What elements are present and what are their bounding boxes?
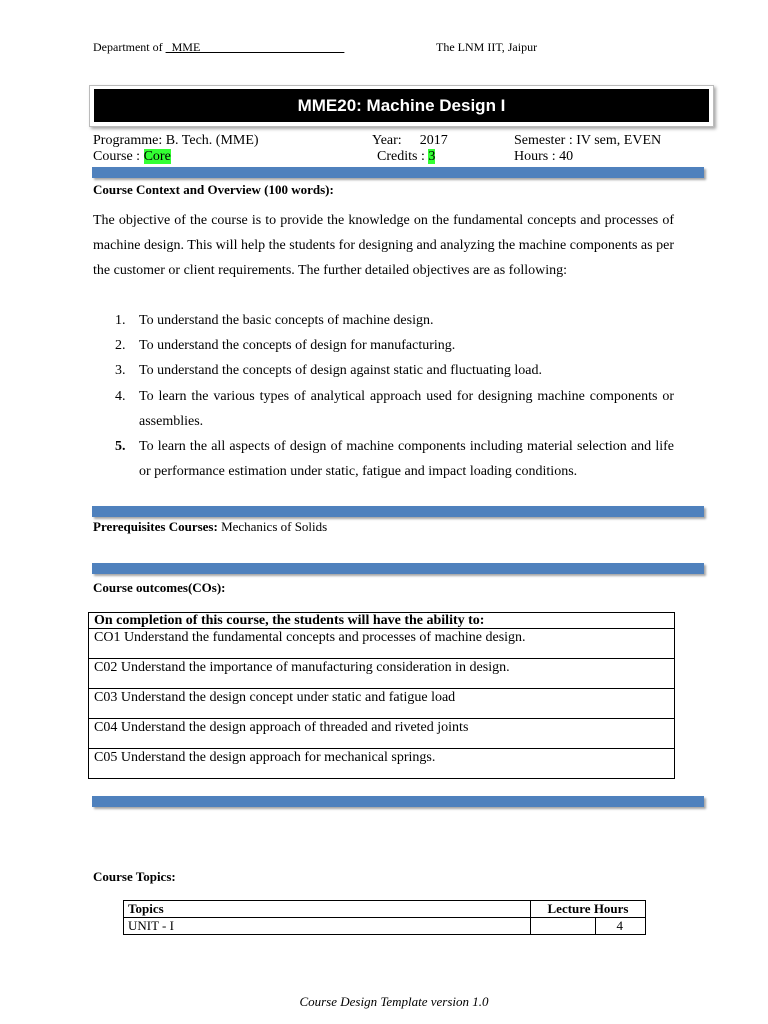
list-text: To understand the basic concepts of machine design. (139, 313, 434, 328)
topics-heading: Course Topics: (93, 869, 176, 884)
year-label: Year: (372, 133, 402, 148)
table-cell: C04 Understand the design approach of threaded and riveted joints (89, 719, 675, 749)
table-cell: C03 Understand the design concept under static and fatigue load (89, 689, 675, 719)
topics-table (123, 900, 646, 935)
section-divider (92, 506, 704, 517)
table-row (89, 689, 675, 719)
list-number: 5. (115, 439, 126, 455)
table-row (89, 659, 675, 689)
overview-heading: Course Context and Overview (100 words): (93, 182, 334, 197)
outcomes-heading: Course outcomes(COs): (93, 580, 226, 595)
list-item (93, 434, 674, 484)
course-label: Course : (93, 149, 144, 164)
course-type (93, 149, 171, 165)
table-row (89, 719, 675, 749)
table-cell: CO1 Understand the fundamental concepts and processes of machine design. (89, 629, 675, 659)
outcomes-table (88, 612, 675, 779)
table-header-row (124, 901, 646, 918)
list-text: To understand the concepts of design against static and fluctuating load. (139, 363, 542, 379)
course-title: MME20: Machine Design I (94, 89, 709, 122)
list-number: 4. (115, 388, 126, 404)
list-text: To learn the all aspects of design of machine components including material selection and life or performance estimation under static, fatigue and impact loading conditions. (139, 439, 674, 480)
hours: Hours : 40 (514, 149, 574, 164)
section-divider (92, 563, 704, 574)
department-prefix: Department of (93, 40, 166, 54)
institute-name: The LNM IIT, Jaipur (436, 40, 538, 54)
year-value: 2017 (419, 133, 448, 148)
objectives-list (93, 308, 674, 484)
credits-value: 3 (428, 149, 436, 164)
year (372, 133, 448, 149)
unit-hours: 4 (596, 918, 646, 935)
table-row (124, 918, 646, 935)
table-header-cell: On completion of this course, the students will have the ability to: (89, 613, 675, 629)
credits (377, 149, 435, 165)
empty-cell (531, 918, 596, 935)
list-text: To learn the various types of analytical approach used for designing machine components or assemblies. (139, 388, 674, 429)
list-number: 2. (115, 338, 126, 354)
table-row (89, 749, 675, 779)
section-divider (92, 167, 704, 178)
credits-label: Credits : (377, 149, 429, 164)
list-item (93, 333, 674, 358)
department-value: _MME________________________ (165, 40, 345, 54)
list-number: 1. (115, 313, 126, 328)
list-text: To understand the concepts of design for manufacturing. (139, 338, 456, 354)
prerequisites-value: Mechanics of Solids (217, 519, 328, 534)
lecture-hours-column-header: Lecture Hours (531, 901, 646, 918)
overview-paragraph: The objective of the course is to provide the knowledge on the fundamental concepts and processes of machine design. This will help the students for designing and analyzing the machine components as per the customer or client requirements. The further detailed objectives are as following: (93, 213, 674, 279)
prerequisites (93, 519, 327, 535)
table-header-row (89, 613, 675, 629)
section-divider (92, 796, 704, 807)
course-title-box (89, 85, 714, 127)
semester: Semester : IV sem, EVEN (514, 133, 662, 148)
table-row (89, 629, 675, 659)
list-item (93, 358, 674, 383)
table-cell: C02 Understand the importance of manufacturing consideration in design. (89, 659, 675, 689)
course-value: Core (143, 149, 171, 164)
list-item (93, 384, 674, 434)
programme: Programme: B. Tech. (MME) (93, 133, 259, 148)
footer-text: Course Design Template version 1.0 (299, 994, 489, 1009)
list-number: 3. (115, 363, 126, 379)
topics-column-header: Topics (124, 901, 531, 918)
unit-label: UNIT - I (124, 918, 531, 935)
list-item (93, 308, 674, 333)
table-cell: C05 Understand the design approach for mechanical springs. (89, 749, 675, 779)
prerequisites-label: Prerequisites Courses: (93, 519, 218, 534)
department-line (93, 40, 344, 55)
